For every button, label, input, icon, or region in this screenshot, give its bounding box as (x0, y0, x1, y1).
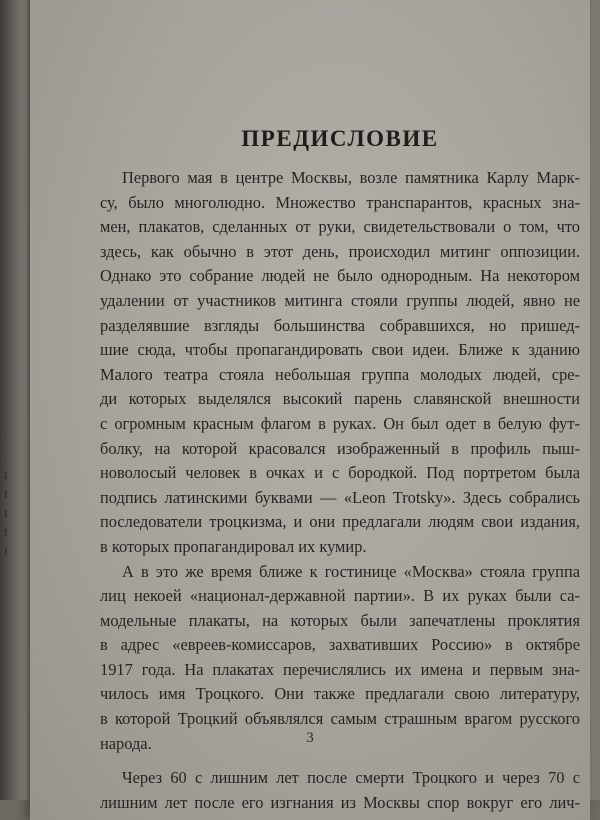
text-line: Малого театра стояла небольшая группа молодых людей, сре- (100, 364, 580, 384)
text-line: А в это же время ближе к гостинице «Москва» стояла группа (122, 561, 580, 581)
edge-mark: · (4, 434, 7, 444)
text-line: в которой Троцкий объявлялся самым страшным врагом русского (100, 709, 580, 729)
text-line: мен, плакатов, сделанных от руки, свидетельствовали о том, что (100, 217, 580, 237)
text-line: модельные плакаты, на которых были запечатлены проклятия (100, 610, 580, 630)
edge-mark: I (4, 510, 8, 520)
edge-mark: I (4, 529, 8, 539)
text-line: 1917 года. На плакатах перечислялись их имена и первым зна- (100, 659, 580, 679)
page-edge-marks (4, 430, 14, 563)
page-number: 3 (306, 730, 314, 746)
edge-mark: · (4, 453, 7, 463)
text-line: в адрес «евреев-комиссаров, захвативших Россию» в октябре (100, 635, 580, 655)
text-line: Первого мая в центре Москвы, возле памятника Карлу Марк- (122, 168, 580, 187)
edge-mark: I (4, 491, 8, 501)
paragraph (100, 766, 580, 815)
paragraph (100, 166, 580, 560)
text-line: в которых пропагандировал их кумир. (100, 536, 367, 556)
text-line: народа. (100, 733, 152, 753)
text-line: последователи троцкизма, и они предлагали людям свои издания, (100, 512, 580, 532)
text-line: разделявшие взгляды большинства собравшихся, но пришед- (100, 315, 580, 335)
text-line: су, было многолюдно. Множество транспарантов, красных зна- (100, 192, 580, 212)
paragraph (100, 560, 580, 757)
previous-page-edge (0, 0, 30, 800)
page-content (100, 116, 580, 815)
edge-mark: I (4, 548, 8, 558)
text-line: ди которых выделялся высокий парень славянской внешности (100, 389, 580, 409)
text-line: удалении от участников митинга стояли группы людей, явно не (100, 290, 580, 310)
text-line: с огромным красным флагом в руках. Он был одет в белую фут- (100, 413, 580, 433)
paragraph-gap (100, 756, 580, 766)
text-line: лишним лет после его изгнания из Москвы спор вокруг его лич- (100, 792, 580, 812)
chapter-heading: ПРЕДИСЛОВИЕ (241, 126, 439, 151)
text-line: Через 60 с лишним лет после смерти Троцкого и через 70 с (122, 768, 580, 788)
text-line: чилось имя Троцкого. Они также предлагали свою литературу, (100, 684, 580, 704)
text-line: здесь, как обычно в этот день, происходил митинг оппозиции. (100, 241, 580, 261)
book-page (30, 0, 590, 820)
text-line: лиц некоей «национал-державной партии». В их руках были са- (100, 586, 580, 606)
edge-mark: I (4, 472, 8, 482)
text-line: шие сюда, чтобы пропагандировать свои идеи. Ближе к зданию (100, 340, 580, 360)
text-line: Однако это собрание людей не было однородным. На некотором (100, 266, 580, 286)
text-line: подпись латинскими буквами — «Leon Trotsky». Здесь собрались (100, 487, 580, 507)
text-line: болку, на которой красовался изображенный в профиль пыш- (100, 438, 580, 458)
text-line: новолосый человек в очках и с бородкой. Под портретом была (100, 463, 580, 483)
